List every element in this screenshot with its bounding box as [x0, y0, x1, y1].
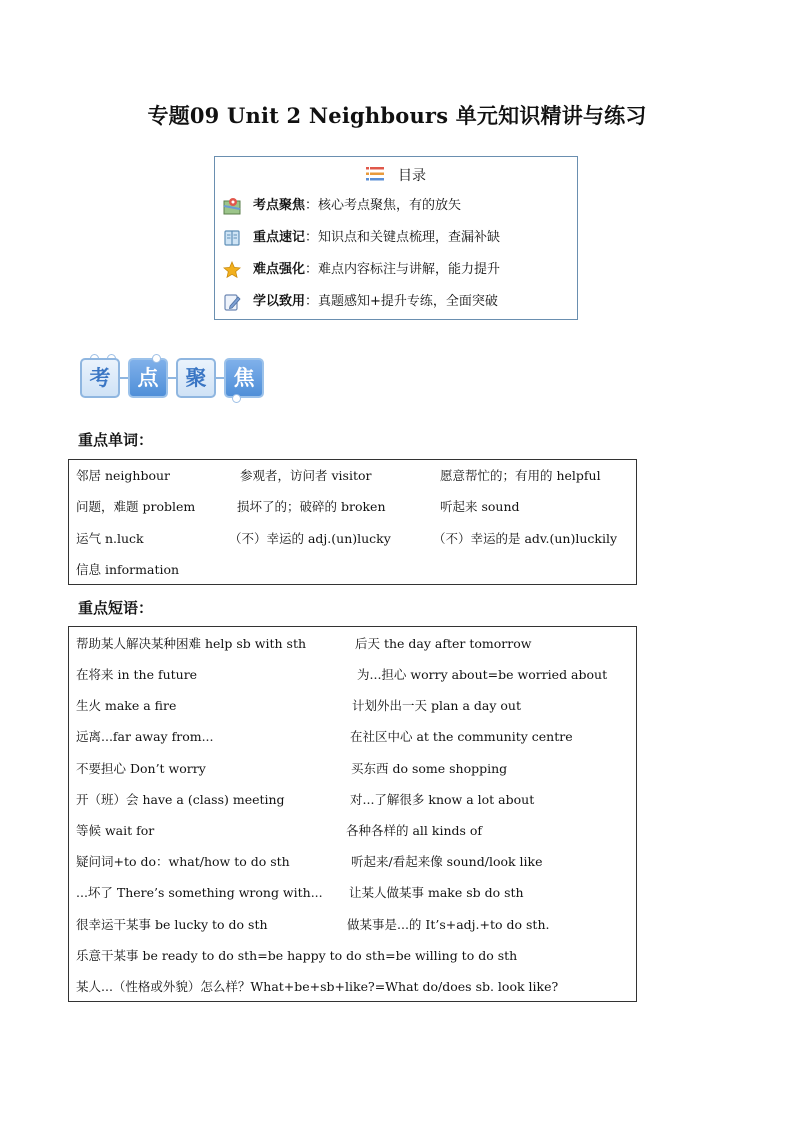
- list-icon: [366, 167, 384, 185]
- phrase-cell: 疑问词+to do：what/how to do sth: [76, 854, 290, 869]
- phrase-cell: 等候 wait for: [76, 823, 155, 838]
- phrase-cell: 后天 the day after tomorrow: [355, 636, 532, 651]
- badge-jiao: 焦: [224, 358, 264, 398]
- phrase-cell: 帮助某人解决某种困难 help sb with sth: [76, 636, 307, 651]
- word-cell: 运气 n.luck: [76, 531, 144, 546]
- toc-item: 难点强化：难点内容标注与讲解，能力提升: [223, 259, 500, 281]
- phrase-cell: 听起来/看起来像 sound/look like: [351, 854, 543, 869]
- toc-item: 学以致用：真题感知+提升专练，全面突破: [223, 291, 498, 313]
- word-cell: （不）幸运的是 adv.(un)luckily: [433, 531, 618, 546]
- toc-item: 重点速记：知识点和关键点梳理，查漏补缺: [223, 227, 500, 249]
- badge-connector: [168, 377, 176, 379]
- words-heading: 重点单词：: [78, 431, 154, 449]
- section-badges: [80, 358, 280, 402]
- word-cell: 邻居 neighbour: [76, 468, 171, 483]
- phrase-cell: ...坏了 There’s something wrong with...: [76, 885, 323, 900]
- star-icon: [223, 261, 241, 279]
- toc-item: 考点聚焦：核心考点聚焦，有的放矢: [223, 195, 461, 217]
- phrase-cell: 很幸运干某事 be lucky to do sth: [76, 917, 268, 932]
- word-cell: 信息 information: [76, 562, 180, 577]
- phrase-cell: 不要担心 Don’t worry: [76, 761, 206, 776]
- badge-dian: 点: [128, 358, 168, 398]
- phrases-table: [68, 626, 637, 1002]
- page-title: 专题09 Unit 2 Neighbours 单元知识精讲与练习: [147, 103, 647, 128]
- word-cell: 问题，难题 problem: [76, 499, 196, 514]
- book-icon: [223, 229, 241, 247]
- word-cell: 损坏了的；破碎的 broken: [237, 499, 386, 514]
- badge-connector: [120, 377, 128, 379]
- phrases-heading: 重点短语：: [78, 599, 154, 617]
- word-cell: 听起来 sound: [440, 499, 520, 514]
- phrase-cell: 在将来 in the future: [76, 667, 198, 682]
- badge-connector: [216, 377, 224, 379]
- badge-ju: 聚: [176, 358, 216, 398]
- phrase-cell: 生火 make a fire: [76, 698, 177, 713]
- phrase-cell: 计划外出一天 plan a day out: [352, 698, 521, 713]
- words-table: [68, 459, 637, 585]
- word-cell: 愿意帮忙的；有用的 helpful: [440, 468, 601, 483]
- phrase-cell: 在社区中心 at the community centre: [350, 729, 573, 744]
- decor-dot: [232, 394, 241, 403]
- phrase-cell: 开（班）会 have a (class) meeting: [76, 792, 285, 807]
- phrase-cell: 远离...far away from...: [76, 729, 214, 744]
- phrase-cell: 对...了解很多 know a lot about: [350, 792, 535, 807]
- table-of-contents: [214, 156, 578, 320]
- phrase-cell: 某人...（性格或外貌）怎么样？What+be+sb+like?=What do/does sb. look like?: [76, 979, 559, 994]
- phrase-cell: 做某事是...的 It’s+adj.+to do sth.: [347, 917, 550, 932]
- decor-dot: [152, 354, 161, 363]
- word-cell: （不）幸运的 adj.(un)lucky: [229, 531, 391, 546]
- phrase-cell: 为...担心 worry about=be worried about: [357, 667, 608, 682]
- phrase-cell: 乐意干某事 be ready to do sth=be happy to do sth=be willing to do sth: [76, 948, 518, 963]
- phrase-cell: 让某人做某事 make sb do sth: [349, 885, 524, 900]
- phrase-cell: 买东西 do some shopping: [351, 761, 508, 776]
- map-pin-icon: [223, 197, 241, 215]
- badge-kao: 考: [80, 358, 120, 398]
- word-cell: 参观者，访问者 visitor: [240, 468, 372, 483]
- edit-icon: [223, 293, 241, 311]
- phrase-cell: 各种各样的 all kinds of: [346, 823, 483, 838]
- toc-heading: 目录: [215, 165, 577, 185]
